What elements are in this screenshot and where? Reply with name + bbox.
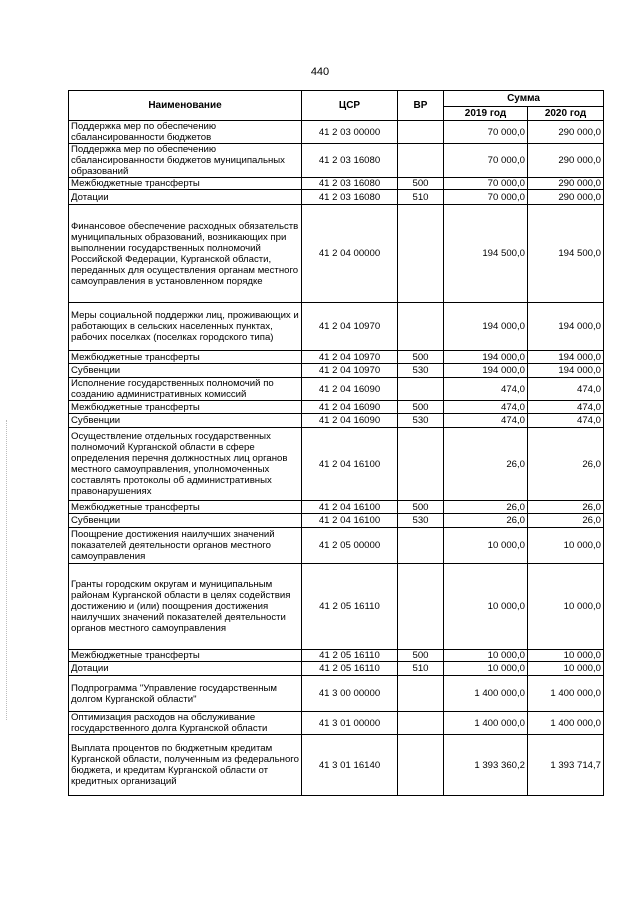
row-csr-cell: 41 3 01 16140 (302, 735, 398, 796)
row-name-cell: Меры социальной поддержки лиц, проживающих и работающих в сельских населенных пунктах, рабочих поселках (поселках городского типа) (69, 303, 302, 351)
row-name-cell: Поощрение достижения наилучших значений показателей деятельности органов местного самоуправления (69, 528, 302, 564)
row-2019-cell: 26,0 (444, 428, 528, 501)
row-vr-cell (398, 676, 444, 712)
table-row (69, 650, 604, 662)
row-2019-cell: 194 000,0 (444, 303, 528, 351)
table-row (69, 414, 604, 428)
row-csr-cell: 41 2 04 00000 (302, 205, 398, 303)
row-2019-cell: 26,0 (444, 514, 528, 528)
row-csr-cell: 41 2 04 10970 (302, 364, 398, 378)
row-2019-cell: 194 000,0 (444, 364, 528, 378)
row-2020-cell: 474,0 (528, 378, 604, 401)
row-2020-cell: 290 000,0 (528, 178, 604, 190)
table-row (69, 514, 604, 528)
row-2019-cell: 70 000,0 (444, 121, 528, 144)
row-name-cell: Межбюджетные трансферты (69, 650, 302, 662)
row-vr-cell (398, 564, 444, 650)
row-2019-cell: 26,0 (444, 501, 528, 514)
row-csr-cell: 41 2 05 00000 (302, 528, 398, 564)
table-row (69, 676, 604, 712)
row-2020-cell: 194 000,0 (528, 303, 604, 351)
scan-artifact (6, 420, 9, 720)
row-name-cell: Субвенции (69, 364, 302, 378)
row-name-cell: Дотации (69, 190, 302, 205)
row-2020-cell: 26,0 (528, 428, 604, 501)
page-number: 440 (310, 66, 330, 78)
row-vr-cell: 530 (398, 514, 444, 528)
row-2020-cell: 474,0 (528, 401, 604, 414)
row-csr-cell: 41 2 04 10970 (302, 303, 398, 351)
row-vr-cell: 500 (398, 401, 444, 414)
table-row (69, 528, 604, 564)
row-2019-cell: 10 000,0 (444, 564, 528, 650)
table-row (69, 144, 604, 178)
table-row (69, 501, 604, 514)
row-vr-cell: 510 (398, 662, 444, 676)
row-name-cell: Поддержка мер по обеспечению сбалансированности бюджетов муниципальных образований (69, 144, 302, 178)
table-row (69, 303, 604, 351)
row-csr-cell: 41 2 04 16090 (302, 401, 398, 414)
table-row (69, 378, 604, 401)
row-2020-cell: 10 000,0 (528, 650, 604, 662)
row-2020-cell: 1 400 000,0 (528, 712, 604, 735)
table-row (69, 735, 604, 796)
row-csr-cell: 41 3 00 00000 (302, 676, 398, 712)
column-header-2020: 2020 год (528, 107, 604, 121)
row-2020-cell: 1 393 714,7 (528, 735, 604, 796)
row-2020-cell: 290 000,0 (528, 144, 604, 178)
row-name-cell: Субвенции (69, 414, 302, 428)
row-2019-cell: 10 000,0 (444, 650, 528, 662)
row-vr-cell (398, 712, 444, 735)
row-vr-cell (398, 303, 444, 351)
table-row (69, 712, 604, 735)
row-2019-cell: 474,0 (444, 378, 528, 401)
row-name-cell: Оптимизация расходов на обслуживание государственного долга Курганской области (69, 712, 302, 735)
row-vr-cell (398, 378, 444, 401)
row-vr-cell (398, 121, 444, 144)
row-name-cell: Подпрограмма "Управление государственным долгом Курганской области" (69, 676, 302, 712)
table-row (69, 351, 604, 364)
row-csr-cell: 41 2 04 16090 (302, 414, 398, 428)
row-2020-cell: 26,0 (528, 514, 604, 528)
row-2020-cell: 290 000,0 (528, 121, 604, 144)
row-name-cell: Межбюджетные трансферты (69, 178, 302, 190)
row-2019-cell: 474,0 (444, 401, 528, 414)
budget-table (68, 90, 604, 796)
row-2020-cell: 10 000,0 (528, 662, 604, 676)
row-name-cell: Осуществление отдельных государственных полномочий Курганской области в сфере определения перечня должностных лиц органов местного самоуправления, уполномоченных составлять протоколы об административных правонарушениях (69, 428, 302, 501)
row-2019-cell: 194 500,0 (444, 205, 528, 303)
table-row (69, 564, 604, 650)
row-vr-cell: 500 (398, 178, 444, 190)
row-vr-cell (398, 528, 444, 564)
row-2020-cell: 10 000,0 (528, 564, 604, 650)
row-2020-cell: 194 000,0 (528, 351, 604, 364)
row-vr-cell (398, 144, 444, 178)
row-vr-cell (398, 735, 444, 796)
table-row (69, 364, 604, 378)
row-csr-cell: 41 2 04 10970 (302, 351, 398, 364)
row-csr-cell: 41 2 04 16090 (302, 378, 398, 401)
column-header-vr: ВР (398, 91, 444, 121)
column-header-name: Наименование (69, 91, 302, 121)
row-name-cell: Выплата процентов по бюджетным кредитам Курганской области, полученным из федерального бюджета, и кредитам Курганской области от кредитных организаций (69, 735, 302, 796)
row-csr-cell: 41 2 05 16110 (302, 650, 398, 662)
row-csr-cell: 41 3 01 00000 (302, 712, 398, 735)
row-vr-cell: 500 (398, 351, 444, 364)
row-name-cell: Исполнение государственных полномочий по созданию административных комиссий (69, 378, 302, 401)
row-csr-cell: 41 2 05 16110 (302, 662, 398, 676)
table-row (69, 178, 604, 190)
row-vr-cell (398, 428, 444, 501)
row-csr-cell: 41 2 03 16080 (302, 190, 398, 205)
row-2020-cell: 474,0 (528, 414, 604, 428)
row-csr-cell: 41 2 04 16100 (302, 428, 398, 501)
column-header-csr: ЦСР (302, 91, 398, 121)
row-2020-cell: 290 000,0 (528, 190, 604, 205)
row-2019-cell: 70 000,0 (444, 144, 528, 178)
row-name-cell: Субвенции (69, 514, 302, 528)
row-csr-cell: 41 2 03 00000 (302, 121, 398, 144)
row-2019-cell: 1 400 000,0 (444, 712, 528, 735)
row-vr-cell: 510 (398, 190, 444, 205)
row-csr-cell: 41 2 05 16110 (302, 564, 398, 650)
row-csr-cell: 41 2 03 16080 (302, 178, 398, 190)
row-2019-cell: 70 000,0 (444, 190, 528, 205)
row-2020-cell: 194 500,0 (528, 205, 604, 303)
row-vr-cell: 500 (398, 501, 444, 514)
column-header-2019: 2019 год (444, 107, 528, 121)
row-name-cell: Межбюджетные трансферты (69, 401, 302, 414)
row-csr-cell: 41 2 03 16080 (302, 144, 398, 178)
row-2020-cell: 1 400 000,0 (528, 676, 604, 712)
row-2019-cell: 70 000,0 (444, 178, 528, 190)
row-2019-cell: 1 400 000,0 (444, 676, 528, 712)
row-2019-cell: 10 000,0 (444, 662, 528, 676)
row-vr-cell (398, 205, 444, 303)
table-row (69, 662, 604, 676)
row-name-cell: Финансовое обеспечение расходных обязательств муниципальных образований, возникающих при выполнении государственных полномочий Российской Федерации, Курганской области, переданных для осуществления органам местного самоуправления в установленном порядке (69, 205, 302, 303)
row-2019-cell: 1 393 360,2 (444, 735, 528, 796)
row-csr-cell: 41 2 04 16100 (302, 514, 398, 528)
table-row (69, 190, 604, 205)
row-name-cell: Дотации (69, 662, 302, 676)
table-row (69, 205, 604, 303)
table-row (69, 121, 604, 144)
row-vr-cell: 500 (398, 650, 444, 662)
row-vr-cell: 530 (398, 364, 444, 378)
row-name-cell: Поддержка мер по обеспечению сбалансированности бюджетов (69, 121, 302, 144)
row-vr-cell: 530 (398, 414, 444, 428)
row-2019-cell: 194 000,0 (444, 351, 528, 364)
row-name-cell: Гранты городским округам и муниципальным районам Курганской области в целях содействия достижению и (или) поощрения достижения наилучших значений показателей деятельности органов местного самоуправления (69, 564, 302, 650)
table-row (69, 428, 604, 501)
row-2020-cell: 26,0 (528, 501, 604, 514)
row-2019-cell: 474,0 (444, 414, 528, 428)
row-2020-cell: 194 000,0 (528, 364, 604, 378)
column-header-sum: Сумма (444, 91, 604, 107)
row-2019-cell: 10 000,0 (444, 528, 528, 564)
row-name-cell: Межбюджетные трансферты (69, 351, 302, 364)
row-name-cell: Межбюджетные трансферты (69, 501, 302, 514)
table-row (69, 401, 604, 414)
row-csr-cell: 41 2 04 16100 (302, 501, 398, 514)
row-2020-cell: 10 000,0 (528, 528, 604, 564)
